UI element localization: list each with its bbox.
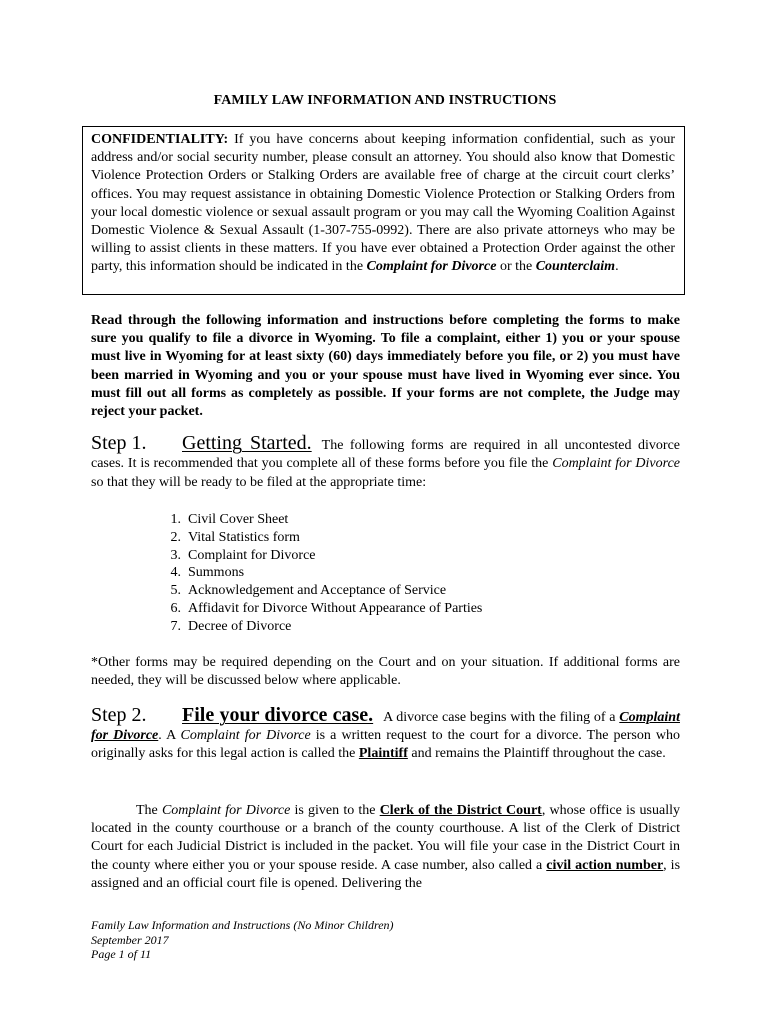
confidentiality-box <box>82 126 685 295</box>
list-item-number: 3. <box>170 547 181 563</box>
counterclaim-ref: Counterclaim <box>535 259 616 275</box>
list-item <box>150 547 482 565</box>
step2-label: Step 2. <box>91 704 147 726</box>
list-item-label: Affidavit for Divorce Without Appearance of Parties <box>188 600 483 616</box>
para3-text-b: is given to the <box>290 803 380 818</box>
step2-text-b: . A <box>158 728 181 744</box>
step1-heading: Getting Started. <box>182 432 312 454</box>
step1-complaint-ref: Complaint for Divorce <box>552 456 681 472</box>
list-item-number: 5. <box>170 583 181 599</box>
step2-heading: File your divorce case. <box>182 704 374 726</box>
para3-text-c: , whose office is usually located in the county courthouse or a branch of the county courthouse. A list of the Clerk of District Court for each Judicial District is included in the packet. You will file your case in the District Court in the county where either you or your spouse reside. A case number, also called a <box>91 803 680 873</box>
clerk-paragraph <box>91 802 680 893</box>
complaint-for-divorce-ref: Complaint for Divorce <box>366 259 497 275</box>
step2-text-a: A divorce case begins with the filing of a <box>383 710 620 725</box>
list-item <box>150 564 482 582</box>
step1-text-b: so that they will be ready to be filed at the appropriate time: <box>91 474 427 490</box>
confidentiality-or: or the <box>496 259 536 275</box>
list-item-number: 6. <box>170 600 181 616</box>
required-forms-list <box>150 511 482 636</box>
para3-text-a: The <box>136 803 162 818</box>
list-item-label: Vital Statistics form <box>188 529 300 545</box>
civil-action-number-term: civil action number <box>546 857 664 873</box>
list-item <box>150 618 482 636</box>
confidentiality-end: . <box>615 259 619 275</box>
footer-doc-title: Family Law Information and Instructions (No Minor Children) <box>91 918 394 932</box>
list-item-label: Decree of Divorce <box>188 618 292 634</box>
list-item-number: 4. <box>170 565 181 581</box>
step2-text-c: is a written request to the court for a divorce. The person who originally asks for this legal action is called the <box>91 728 681 762</box>
step2-complaint-italic: Complaint for Divorce <box>180 728 311 744</box>
page-title: FAMILY LAW INFORMATION AND INSTRUCTIONS <box>213 93 557 108</box>
list-item-label: Civil Cover Sheet <box>188 512 289 527</box>
step1-text-a: The following forms are required in all uncontested divorce cases. It is recommended that you complete all of these forms before you file the <box>91 438 681 472</box>
page-footer <box>91 918 394 962</box>
list-item-number: 1. <box>170 512 181 527</box>
plaintiff-term: Plaintiff <box>358 746 408 762</box>
step2-complaint-bold: Complaint for Divorce <box>91 710 680 744</box>
confidentiality-label: CONFIDENTIALITY: <box>91 132 229 147</box>
footer-date: September 2017 <box>91 932 169 947</box>
para3-complaint-ref: Complaint for Divorce <box>161 803 291 818</box>
list-item <box>150 511 482 529</box>
confidentiality-text: If you have concerns about keeping information confidential, such as your address and/or social security number, please consult an attorney. You should also know that Domestic Violence Protection Orders or Stalking Orders are available free of charge at the circuit court clerks’ offices. You may request assistance in obtaining Domestic Violence Protection or Stalking Orders from your local domestic violence or sexual assault program or you may call the Wyoming Coalition Against Domestic Violence & Sexual Assault (1-307-755-0992). There are also private attorneys who may be willing to assist clients in these matters. If you have ever obtained a Protection Order against the other party, this information should be indicated in the <box>91 132 675 275</box>
list-item-label: Complaint for Divorce <box>188 547 316 563</box>
list-item <box>150 582 482 600</box>
step2-text-d: and remains the Plaintiff throughout the case. <box>407 746 666 762</box>
step1-label: Step 1. <box>91 432 147 454</box>
list-item-label: Acknowledgement and Acceptance of Service <box>188 583 447 599</box>
list-item-number: 7. <box>170 618 181 634</box>
step1-section <box>91 434 680 492</box>
list-item-number: 2. <box>170 529 181 545</box>
list-item <box>150 600 482 618</box>
list-item <box>150 529 482 547</box>
other-forms-note: *Other forms may be required depending on the Court and on your situation. If additional forms are needed, they will be discussed below where applicable. <box>91 655 680 689</box>
step2-section <box>91 706 680 764</box>
footer-page-number: Page 1 of 11 <box>91 947 152 961</box>
clerk-term: Clerk of the District Court <box>379 803 542 818</box>
list-item-label: Summons <box>188 565 245 581</box>
para3-text-d: , is assigned and an official court file is opened. Delivering the <box>91 857 681 891</box>
intro-paragraph: Read through the following information and instructions before completing the forms to make sure you qualify to file a divorce in Wyoming. To file a complaint, either 1) you or your spouse must live in Wyoming for at least sixty (60) days immediately before you file, or 2) you must have been married in Wyoming and you or your spouse must have lived in Wyoming ever since. You must fill out all forms as completely as possible. If your forms are not complete, the Judge may reject your packet. <box>91 313 680 420</box>
